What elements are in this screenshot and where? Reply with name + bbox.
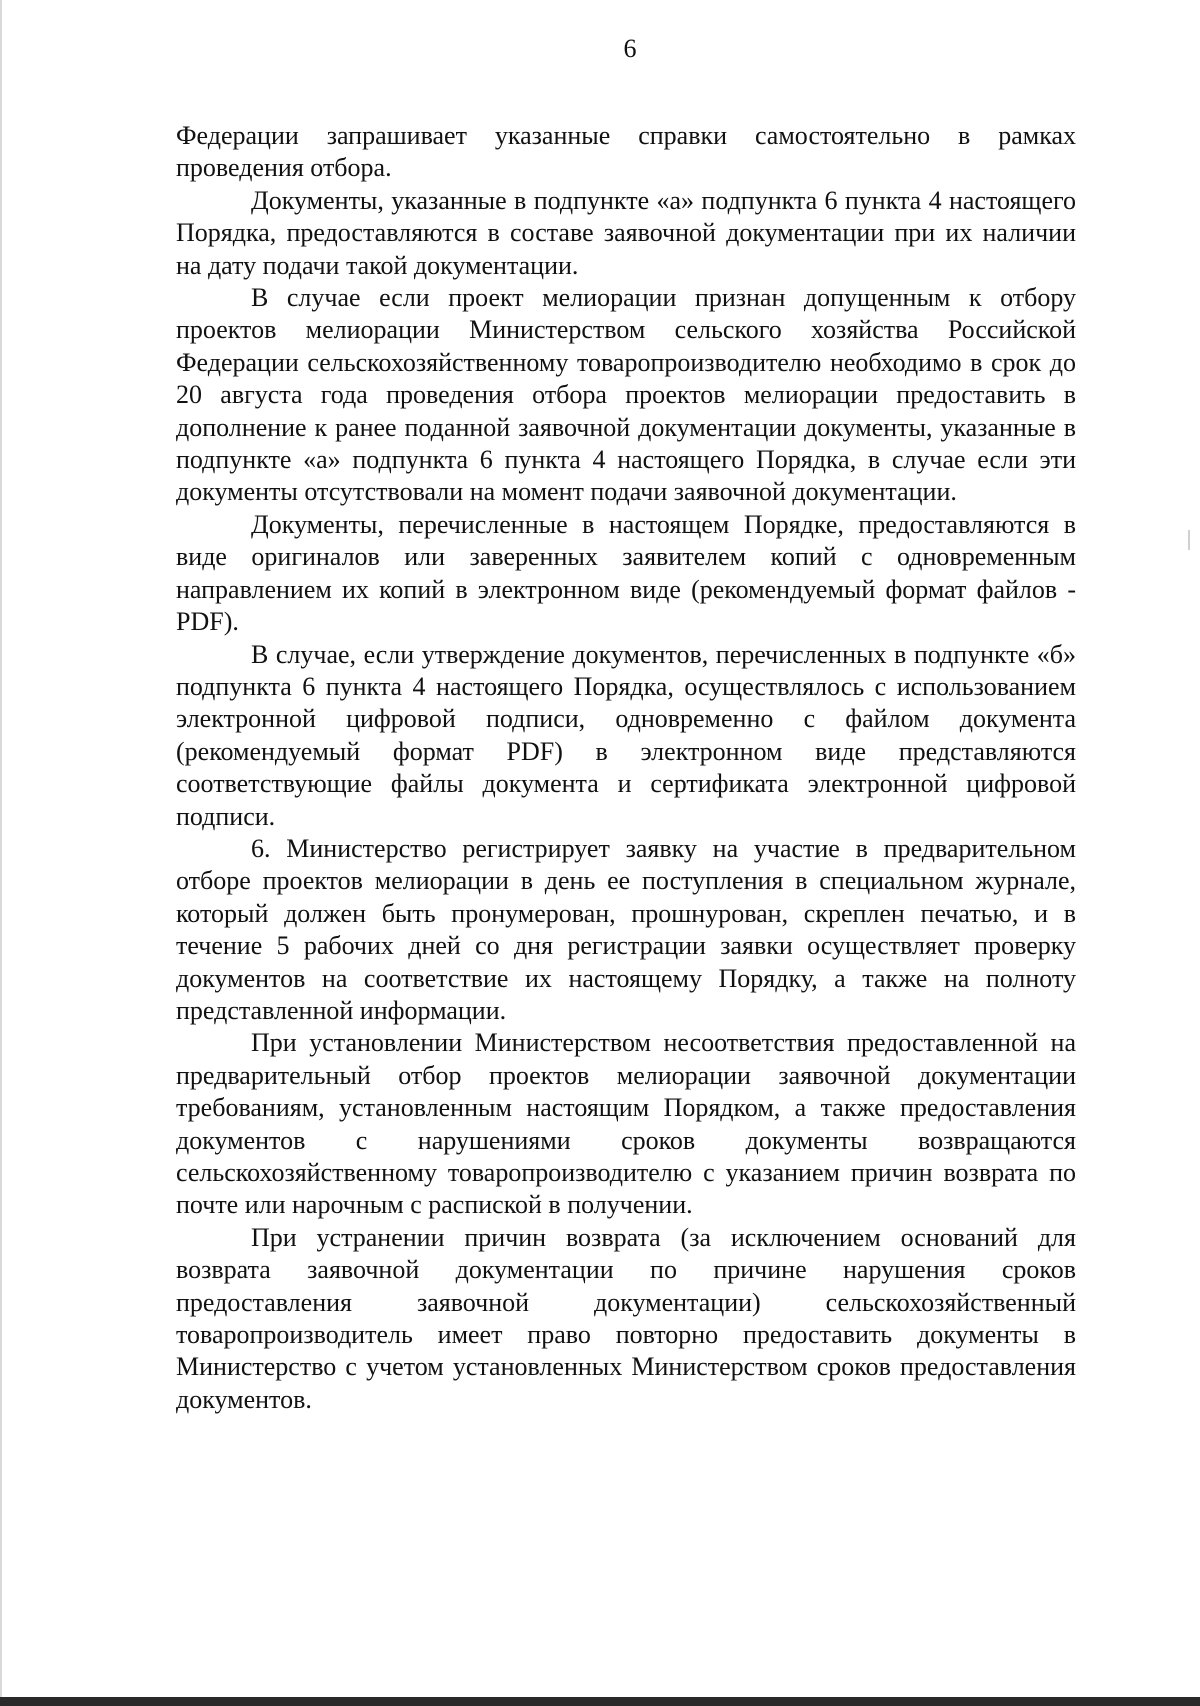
paragraph-originals-and-copies: Документы, перечисленные в настоящем Порядке, предоставляются в виде оригиналов или заверенных заявителем копий с одновременным направлением их копий в электронном виде (рекомендуемый формат файлов - PDF).	[176, 509, 1076, 637]
scan-left-edge	[0, 0, 2, 1706]
paragraph-continuation: Федерации запрашивает указанные справки самостоятельно в рамках проведения отбора.	[176, 121, 1076, 183]
paragraph-documents-subitem-a: Документы, указанные в подпункте «а» подпункта 6 пункта 4 настоящего Порядка, предоставляются в составе заявочной документации при их наличии на дату подачи такой документации.	[176, 185, 1076, 280]
scan-right-mark	[1188, 530, 1190, 550]
scan-bottom-edge	[0, 1697, 1200, 1706]
paragraph-admitted-project: В случае если проект мелиорации признан допущенным к отбору проектов мелиорации Министерством сельского хозяйства Российской Федерации сельскохозяйственному товаропроизводителю необходимо в срок до 20 августа года проведения отбора проектов мелиорации предоставить в дополнение к ранее поданной заявочной документации документы, указанные в подпункте «а» подпункта 6 пункта 4 настоящего Порядка, в случае если эти документы отсутствовали на момент подачи заявочной документации.	[176, 283, 1076, 507]
body-text	[176, 120, 1076, 1416]
paragraph-nonconformity-return: При установлении Министерством несоответствия предоставленной на предварительный отбор проектов мелиорации заявочной документации требованиям, установленным настоящим Порядком, а также предоставления документов с нарушениями сроков документы возвращаются сельскохозяйственному товаропроизводителю с указанием причин возврата по почте или нарочным с распиской в получении.	[176, 1028, 1076, 1220]
paragraph-resubmission: При устранении причин возврата (за исключением оснований для возврата заявочной документации по причине нарушения сроков предоставления заявочной документации) сельскохозяйственный товаропроизводитель имеет право повторно предоставить документы в Министерство с учетом установленных Министерством сроков предоставления документов.	[176, 1222, 1076, 1414]
paragraph-registration: 6. Министерство регистрирует заявку на участие в предварительном отборе проектов мелиорации в день ее поступления в специальном журнале, который должен быть пронумерован, прошнурован, скреплен печатью, и в течение 5 рабочих дней со дня регистрации заявки осуществляет проверку документов на соответствие их настоящему Порядку, а также на полноту представленной информации.	[176, 833, 1076, 1025]
page-number: 6	[623, 34, 637, 63]
paragraph-digital-signature: В случае, если утверждение документов, перечисленных в подпункте «б» подпункта 6 пункта 4 настоящего Порядка, осуществлялось с использованием электронной цифровой подписи, одновременно с файлом документа (рекомендуемый формат PDF) в электронном виде представляются соответствующие файлы документа и сертификата электронной цифровой подписи.	[176, 639, 1076, 831]
